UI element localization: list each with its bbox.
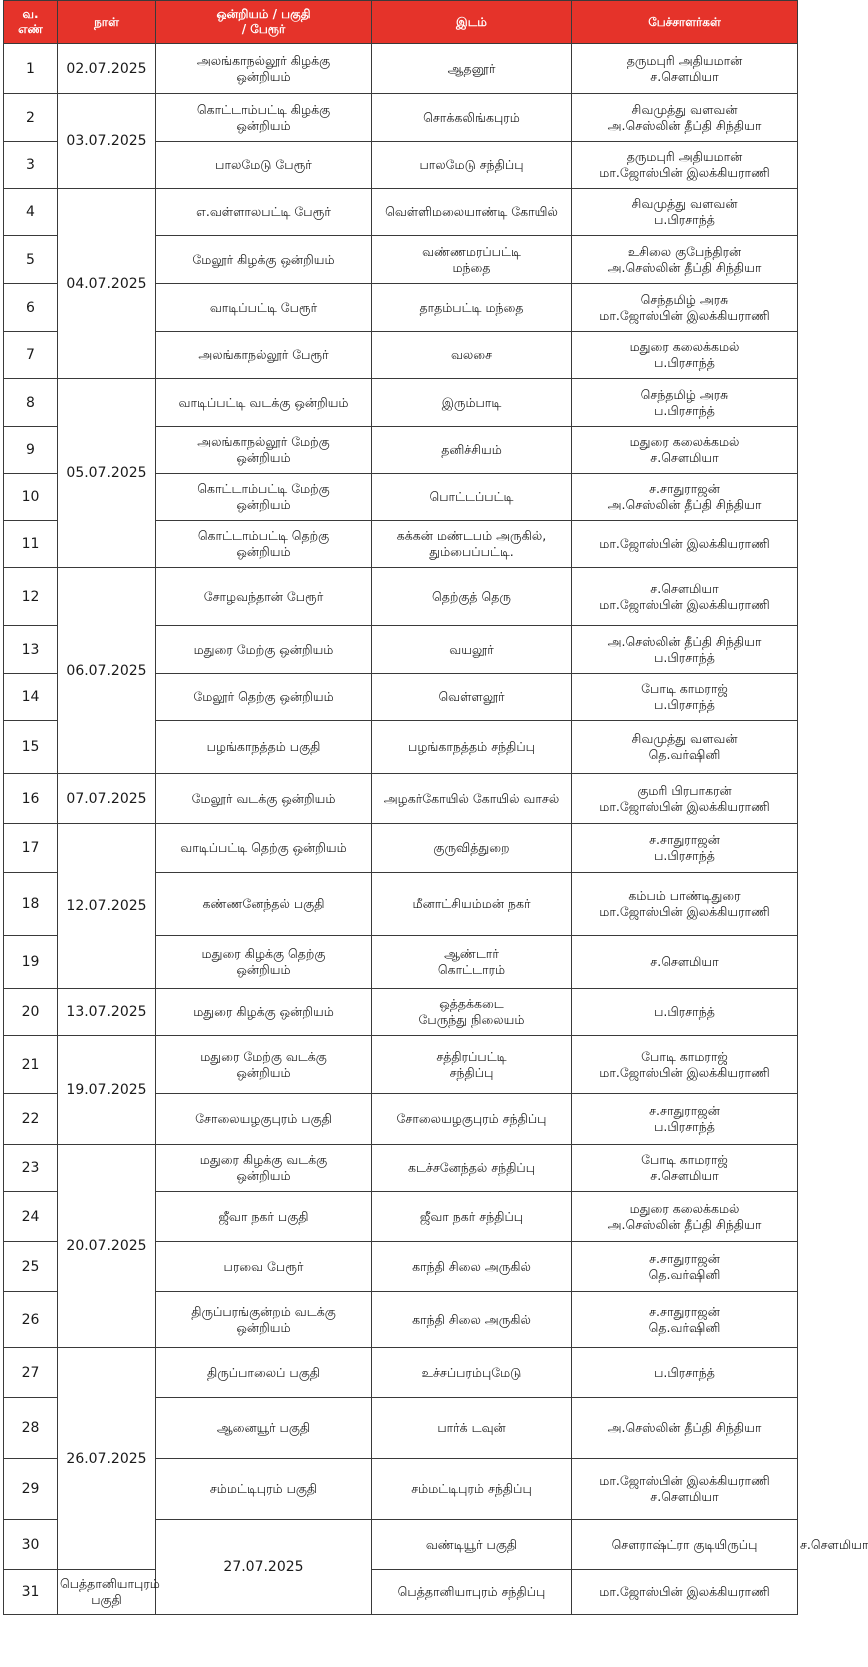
area-cell — [156, 873, 372, 936]
speakers-cell — [572, 824, 798, 873]
date-cell: 05.07.2025 — [58, 379, 156, 568]
serial-cell: 19 — [4, 936, 58, 989]
place-cell — [372, 989, 572, 1036]
place-cell — [372, 379, 572, 427]
area-cell-line: ஒன்றியம் — [236, 1064, 291, 1080]
speakers-cell-line: மா.ஜோஸ்பின் இலக்கியராணி — [599, 536, 770, 551]
speakers-cell-line: தருமபுரி அதியமான் — [626, 52, 743, 68]
area-cell — [156, 332, 372, 379]
area-cell-line: வாடிப்பட்டி தெற்கு ஒன்றியம் — [180, 840, 347, 855]
speakers-cell-line: ச.சௌமியா — [650, 68, 719, 84]
speakers-cell-line: போடி காமராஜ் — [641, 1152, 728, 1167]
table-row — [4, 568, 798, 626]
area-cell — [58, 1570, 160, 1615]
area-cell — [156, 284, 372, 332]
speakers-cell-line: உசிலை குபேந்திரன் — [627, 243, 742, 259]
speakers-cell — [572, 189, 798, 236]
area-cell-line: வாடிப்பட்டி வடக்கு ஒன்றியம் — [178, 394, 349, 410]
date-cell: 12.07.2025 — [58, 824, 156, 989]
speakers-cell-line: போடி காமராஜ் — [641, 1048, 728, 1064]
area-cell-line: பழங்காநத்தம் பகுதி — [206, 739, 321, 754]
speakers-cell — [572, 1459, 798, 1520]
header-date: நாள் — [58, 1, 156, 44]
place-cell-line: தாதம்பட்டி மந்தை — [419, 299, 524, 315]
area-cell — [156, 989, 372, 1036]
speakers-cell-line: செந்தமிழ் அரசு — [640, 386, 729, 402]
area-cell — [156, 142, 372, 189]
speakers-cell-line: ப.பிரசாந்த் — [654, 355, 715, 370]
speakers-cell — [572, 1094, 798, 1145]
header-row — [4, 1, 798, 44]
place-cell-line: வயலூர் — [449, 641, 494, 657]
speakers-cell — [572, 1192, 798, 1242]
date-cell: 06.07.2025 — [58, 568, 156, 774]
area-cell — [156, 236, 372, 284]
area-cell-line: திருப்பரங்குன்றம் வடக்கு — [191, 1303, 336, 1319]
date-cell: 13.07.2025 — [58, 989, 156, 1036]
serial-cell: 26 — [4, 1292, 58, 1348]
serial-cell: 20 — [4, 989, 58, 1036]
speakers-cell — [572, 284, 798, 332]
speakers-cell-line: ச.சாதுராஜன் — [649, 1303, 720, 1319]
place-cell-line: காந்தி சிலை அருகில் — [412, 1311, 531, 1327]
serial-cell: 27 — [4, 1348, 58, 1398]
area-cell-line: அலங்காநல்லூர் பேரூர் — [198, 347, 329, 362]
serial-cell: 14 — [4, 674, 58, 721]
area-cell — [156, 1292, 372, 1348]
serial-cell: 3 — [4, 142, 58, 189]
place-cell — [372, 568, 572, 626]
place-cell-line: தனிச்சியம் — [441, 442, 502, 457]
area-cell-line: அலங்காநல்லூர் மேற்கு — [197, 434, 330, 449]
speakers-cell — [572, 236, 798, 284]
speakers-cell — [572, 936, 798, 989]
speakers-cell-line: மா.ஜோஸ்பின் இலக்கியராணி — [599, 1064, 770, 1080]
table-row — [4, 1348, 798, 1398]
speakers-cell — [572, 379, 798, 427]
area-cell-line: கண்ணனேந்தல் பகுதி — [202, 896, 325, 911]
area-cell — [156, 474, 372, 521]
area-cell-line: வண்டியூர் பகுதி — [425, 1536, 518, 1552]
area-cell — [156, 189, 372, 236]
area-cell — [156, 568, 372, 626]
table-row — [4, 44, 798, 94]
area-cell-line: மதுரை கிழக்கு ஒன்றியம் — [193, 1004, 334, 1019]
area-cell-line: ஒன்றியம் — [236, 544, 291, 559]
speakers-cell-line: ச.சௌமியா — [650, 450, 719, 465]
place-cell — [372, 774, 572, 824]
table-row — [4, 1036, 798, 1094]
speakers-cell — [572, 44, 798, 94]
area-cell-line: ஒன்றியம் — [236, 1319, 291, 1335]
serial-cell: 28 — [4, 1398, 58, 1459]
table-row: 30 27.07.2025 வண்டியூர் பகுதி சௌராஷ்ட்ரா குடியிருப்பு ச.சௌமியா — [4, 1520, 798, 1570]
area-cell-line: ஜீவா நகர் பகுதி — [218, 1208, 309, 1224]
serial-cell: 21 — [4, 1036, 58, 1094]
place-cell — [372, 674, 572, 721]
speakers-cell-line: ச.சாதுராஜன் — [649, 832, 720, 847]
area-cell-line: ஒன்றியம் — [236, 1168, 291, 1183]
place-cell-line: ஆண்டார் — [444, 946, 499, 961]
area-cell — [156, 521, 372, 568]
speakers-cell-line: அ.செஸ்லின் தீப்தி சிந்தியா — [607, 633, 762, 649]
place-cell-line: சௌராஷ்ட்ரா குடியிருப்பு — [611, 1536, 758, 1552]
area-cell — [156, 1348, 372, 1398]
place-cell-line: பேருந்து நிலையம் — [418, 1012, 525, 1027]
area-cell-line: சோலையழகுபுரம் பகுதி — [195, 1111, 332, 1126]
speakers-cell-line: ச.சாதுராஜன் — [649, 1103, 720, 1118]
area-cell — [156, 936, 372, 989]
place-cell-line: குருவித்துறை — [433, 840, 510, 855]
speakers-cell-line: அ.செஸ்லின் தீப்தி சிந்தியா — [607, 497, 762, 512]
table-row — [4, 1145, 798, 1192]
area-cell-line: மதுரை கிழக்கு தெற்கு — [201, 946, 326, 961]
area-cell-line: கொட்டாம்பட்டி மேற்கு — [197, 481, 330, 496]
place-cell — [372, 1398, 572, 1459]
area-cell-line: ஒன்றியம் — [236, 497, 291, 512]
speakers-cell-line: ப.பிரசாந்த் — [654, 402, 715, 418]
area-cell — [156, 1192, 372, 1242]
date-cell: 26.07.2025 — [58, 1348, 156, 1570]
area-cell-line: மேலூர் வடக்கு ஒன்றியம் — [191, 790, 336, 806]
place-cell-line: சோலையழகுபுரம் சந்திப்பு — [396, 1111, 547, 1126]
serial-cell: 25 — [4, 1242, 58, 1292]
place-cell-line: காந்தி சிலை அருகில் — [412, 1258, 531, 1274]
speakers-cell-line: தெ.வர்ஷினி — [648, 1266, 721, 1282]
speakers-cell-line: சிவமுத்து வளவன் — [631, 731, 738, 746]
area-cell-line: அலங்காநல்லூர் கிழக்கு — [196, 52, 331, 68]
speakers-cell-line: தருமபுரி அதியமான் — [626, 149, 743, 164]
serial-cell: 1 — [4, 44, 58, 94]
speakers-cell-line: சிவமுத்து வளவன் — [631, 196, 738, 211]
speakers-cell-line: குமரி பிரபாகரன் — [637, 782, 732, 798]
table-row — [4, 189, 798, 236]
speakers-cell — [572, 1292, 798, 1348]
area-cell — [156, 674, 372, 721]
speakers-cell-line: கம்பம் பாண்டிதுரை — [628, 888, 741, 903]
place-cell-line: தெற்குத் தெரு — [432, 588, 511, 604]
area-cell — [156, 626, 372, 674]
serial-cell: 17 — [4, 824, 58, 873]
schedule-table — [3, 0, 868, 1615]
table-row — [4, 1570, 798, 1615]
place-cell-line: வலசை — [450, 347, 493, 362]
speakers-cell — [572, 1398, 798, 1459]
table-row — [4, 379, 798, 427]
speakers-cell-line: போடி காமராஜ் — [641, 681, 728, 696]
place-cell-line: அழகர்கோயில் கோயில் வாசல் — [383, 790, 560, 806]
date-cell: 04.07.2025 — [58, 189, 156, 379]
serial-cell: 8 — [4, 379, 58, 427]
area-cell — [156, 721, 372, 774]
place-cell — [372, 284, 572, 332]
place-cell — [372, 1036, 572, 1094]
place-cell-line: தும்பைப்பட்டி. — [429, 544, 514, 559]
place-cell — [372, 824, 572, 873]
serial-cell: 5 — [4, 236, 58, 284]
speakers-cell — [572, 427, 798, 474]
speakers-cell-line: ச.சௌமியா — [650, 1168, 719, 1183]
area-cell-line: சோழவந்தான் பேரூர் — [203, 588, 324, 604]
header-place: இடம் — [372, 1, 572, 44]
speakers-cell — [572, 1242, 798, 1292]
place-cell-line: கடச்சனேந்தல் சந்திப்பு — [407, 1160, 536, 1175]
area-cell — [156, 774, 372, 824]
serial-cell: 15 — [4, 721, 58, 774]
table-body — [4, 44, 868, 1615]
place-cell — [372, 1145, 572, 1192]
place-cell — [372, 1242, 572, 1292]
date-cell: 19.07.2025 — [58, 1036, 156, 1145]
table-row — [4, 989, 798, 1036]
header-area: ஒன்றியம் / பகுதி / பேரூர் — [156, 1, 372, 44]
area-cell — [156, 427, 372, 474]
place-cell — [372, 936, 572, 989]
speakers-cell-line: மா.ஜோஸ்பின் இலக்கியராணி — [599, 165, 770, 180]
speakers-cell-line: மா.ஜோஸ்பின் இலக்கியராணி — [599, 307, 770, 323]
speakers-cell-line: மதுரை கலைக்கமல் — [629, 434, 740, 449]
speakers-cell-line: மதுரை கலைக்கமல் — [629, 339, 740, 354]
serial-cell: 30 — [4, 1520, 58, 1570]
place-cell-line: சந்திப்பு — [449, 1064, 494, 1080]
speakers-cell — [572, 721, 798, 774]
serial-cell: 18 — [4, 873, 58, 936]
area-cell — [156, 1145, 372, 1192]
area-cell-line: மதுரை மேற்கு வடக்கு — [200, 1048, 327, 1064]
place-cell-line: பொட்டப்பட்டி — [429, 489, 514, 504]
serial-cell: 13 — [4, 626, 58, 674]
place-cell-line: வண்ணமரப்பட்டி — [422, 243, 521, 259]
place-cell — [372, 721, 572, 774]
table-header — [4, 1, 798, 44]
speakers-cell — [572, 94, 798, 142]
table-row — [4, 824, 798, 873]
speakers-cell-line: மா.ஜோஸ்பின் இலக்கியராணி — [599, 904, 770, 919]
speakers-cell-line: ச.சாதுராஜன் — [649, 1250, 720, 1266]
place-cell — [372, 521, 572, 568]
speakers-cell — [572, 1145, 798, 1192]
place-cell — [372, 1292, 572, 1348]
place-cell — [372, 427, 572, 474]
serial-cell: 6 — [4, 284, 58, 332]
speakers-cell — [572, 873, 798, 936]
area-cell-line: மதுரை கிழக்கு வடக்கு — [199, 1152, 328, 1167]
speakers-cell-line: தெ.வர்ஷினி — [648, 1319, 721, 1335]
date-cell: 27.07.2025 — [156, 1520, 372, 1615]
place-cell-line: பார்க் டவுன் — [437, 1420, 506, 1435]
place-cell-line: வெள்ளிமலையாண்டி கோயில் — [385, 204, 558, 219]
area-cell-line: ஒன்றியம் — [236, 450, 291, 465]
serial-cell: 24 — [4, 1192, 58, 1242]
speakers-cell-line: ச.சௌமியா — [650, 1489, 719, 1504]
header-speakers: பேச்சாளர்கள் — [572, 1, 798, 44]
area-cell-line: வாடிப்பட்டி பேரூர் — [209, 299, 318, 315]
serial-cell: 9 — [4, 427, 58, 474]
place-cell — [372, 474, 572, 521]
table-row — [4, 774, 798, 824]
place-cell — [372, 1094, 572, 1145]
area-cell-line: ஒன்றியம் — [236, 117, 291, 133]
area-cell-line: பாலமேடு பேரூர் — [215, 157, 312, 172]
place-cell-line: மீனாட்சியம்மன் நகர் — [412, 896, 531, 911]
place-cell-line: வெள்ளலூர் — [438, 689, 505, 704]
area-cell-line: மேலூர் கிழக்கு ஒன்றியம் — [192, 251, 335, 267]
speakers-cell — [572, 1348, 798, 1398]
place-cell-line: கொட்டாரம் — [437, 962, 506, 977]
serial-cell: 7 — [4, 332, 58, 379]
area-cell-line: கொட்டாம்பட்டி தெற்கு — [197, 528, 330, 543]
place-cell-line: ஒத்தக்கடை — [439, 996, 504, 1011]
place-cell — [372, 189, 572, 236]
area-cell-line: திருப்பாலைப் பகுதி — [206, 1364, 321, 1380]
place-cell — [372, 626, 572, 674]
area-cell — [156, 379, 372, 427]
area-cell-line: கொட்டாம்பட்டி கிழக்கு — [196, 101, 331, 117]
area-cell-line: எ.வள்ளாலபட்டி பேரூர் — [196, 204, 331, 219]
speakers-cell-line: ப.பிரசாந்த் — [654, 1119, 715, 1134]
header-serial: வ. எண் — [4, 1, 58, 44]
area-cell — [156, 44, 372, 94]
table-row — [4, 94, 798, 142]
area-cell-line: ஒன்றியம் — [236, 962, 291, 977]
area-cell — [156, 1036, 372, 1094]
place-cell-line: ஜீவா நகர் சந்திப்பு — [419, 1208, 524, 1224]
speakers-cell — [572, 521, 798, 568]
date-cell: 03.07.2025 — [58, 94, 156, 189]
speakers-cell-line: சிவமுத்து வளவன் — [631, 101, 738, 117]
place-cell — [372, 94, 572, 142]
speakers-cell-line: ப.பிரசாந்த் — [654, 212, 715, 227]
speakers-cell — [572, 142, 798, 189]
place-cell-line: உச்சப்பரம்புமேடு — [421, 1364, 522, 1380]
place-cell-line: மந்தை — [452, 259, 491, 275]
place-cell — [372, 236, 572, 284]
speakers-cell-line: ப.பிரசாந்த் — [654, 1004, 715, 1019]
place-cell-line: இரும்பாடி — [441, 394, 502, 410]
place-cell — [372, 1570, 572, 1615]
area-cell — [372, 1520, 572, 1570]
speakers-cell-line: செந்தமிழ் அரசு — [640, 291, 729, 307]
speakers-cell — [572, 1036, 798, 1094]
place-cell-line: சம்மட்டிபுரம் சந்திப்பு — [411, 1481, 532, 1496]
place-cell-line: சத்திரப்பட்டி — [436, 1048, 507, 1064]
area-cell — [156, 94, 372, 142]
area-cell-line: ஒன்றியம் — [236, 68, 291, 84]
place-cell — [372, 1459, 572, 1520]
area-cell — [156, 1459, 372, 1520]
place-cell-line: பெத்தானியாபுரம் சந்திப்பு — [397, 1584, 546, 1599]
place-cell-line: ஆதனூர் — [447, 60, 496, 76]
speakers-cell — [572, 332, 798, 379]
place-cell — [572, 1520, 798, 1570]
date-cell: 02.07.2025 — [58, 44, 156, 94]
area-cell — [156, 1398, 372, 1459]
speakers-cell-line: மா.ஜோஸ்பின் இலக்கியராணி — [599, 1584, 770, 1599]
area-cell — [156, 1242, 372, 1292]
place-cell — [372, 44, 572, 94]
serial-cell: 22 — [4, 1094, 58, 1145]
speakers-cell — [572, 568, 798, 626]
speakers-cell-line: அ.செஸ்லின் தீப்தி சிந்தியா — [607, 1420, 762, 1435]
speakers-cell — [572, 674, 798, 721]
serial-cell: 31 — [4, 1570, 58, 1615]
serial-cell: 2 — [4, 94, 58, 142]
speakers-cell-line: தெ.வர்ஷினி — [648, 747, 721, 762]
area-cell-line: பெத்தானியாபுரம் பகுதி — [60, 1576, 160, 1607]
speakers-cell-line: அ.செஸ்லின் தீப்தி சிந்தியா — [607, 1216, 762, 1232]
speakers-cell — [572, 626, 798, 674]
area-cell-line: ஆனையூர் பகுதி — [216, 1420, 311, 1435]
place-cell-line: பாலமேடு சந்திப்பு — [419, 157, 524, 172]
speakers-cell-line: ப.பிரசாந்த் — [654, 848, 715, 863]
place-cell — [372, 1348, 572, 1398]
serial-cell: 4 — [4, 189, 58, 236]
speakers-cell-line: அ.செஸ்லின் தீப்தி சிந்தியா — [607, 259, 762, 275]
serial-cell: 11 — [4, 521, 58, 568]
speakers-cell-line: மதுரை கலைக்கமல் — [629, 1200, 740, 1216]
place-cell — [372, 1192, 572, 1242]
speakers-cell-line: ப.பிரசாந்த் — [654, 649, 715, 665]
place-cell-line: சொக்கலிங்கபுரம் — [423, 109, 520, 125]
area-cell-line: மதுரை மேற்கு ஒன்றியம் — [193, 641, 334, 657]
area-cell — [156, 824, 372, 873]
schedule-document — [3, 0, 868, 1615]
speakers-cell — [572, 989, 798, 1036]
serial-cell: 10 — [4, 474, 58, 521]
speakers-cell — [572, 474, 798, 521]
serial-cell: 23 — [4, 1145, 58, 1192]
speakers-cell-line: மா.ஜோஸ்பின் இலக்கியராணி — [599, 798, 770, 814]
speakers-cell-line: ச.சௌமியா — [650, 954, 719, 969]
speakers-cell-line: ச.சௌமியா — [650, 580, 719, 596]
date-cell: 07.07.2025 — [58, 774, 156, 824]
area-cell-line: சம்மட்டிபுரம் பகுதி — [209, 1481, 318, 1496]
serial-cell: 29 — [4, 1459, 58, 1520]
date-cell: 20.07.2025 — [58, 1145, 156, 1348]
serial-cell: 16 — [4, 774, 58, 824]
speakers-cell — [572, 1570, 798, 1615]
place-cell-line: பழங்காநத்தம் சந்திப்பு — [408, 739, 535, 754]
place-cell — [372, 332, 572, 379]
speakers-cell-line: ச.சாதுராஜன் — [649, 481, 720, 496]
area-cell-line: பரவை பேரூர் — [223, 1258, 304, 1274]
place-cell-line: கக்கன் மண்டபம் அருகில், — [396, 528, 547, 543]
speakers-cell — [572, 774, 798, 824]
serial-cell: 12 — [4, 568, 58, 626]
place-cell — [372, 873, 572, 936]
speakers-cell-line: மா.ஜோஸ்பின் இலக்கியராணி — [599, 596, 770, 612]
speakers-cell-line: ப.பிரசாந்த் — [654, 697, 715, 712]
area-cell — [156, 1094, 372, 1145]
speakers-cell-line: ப.பிரசாந்த் — [654, 1364, 715, 1380]
place-cell — [372, 142, 572, 189]
area-cell-line: மேலூர் தெற்கு ஒன்றியம் — [193, 689, 334, 704]
speakers-cell-line: அ.செஸ்லின் தீப்தி சிந்தியா — [607, 117, 762, 133]
speakers-cell-line: மா.ஜோஸ்பின் இலக்கியராணி — [599, 1473, 770, 1488]
